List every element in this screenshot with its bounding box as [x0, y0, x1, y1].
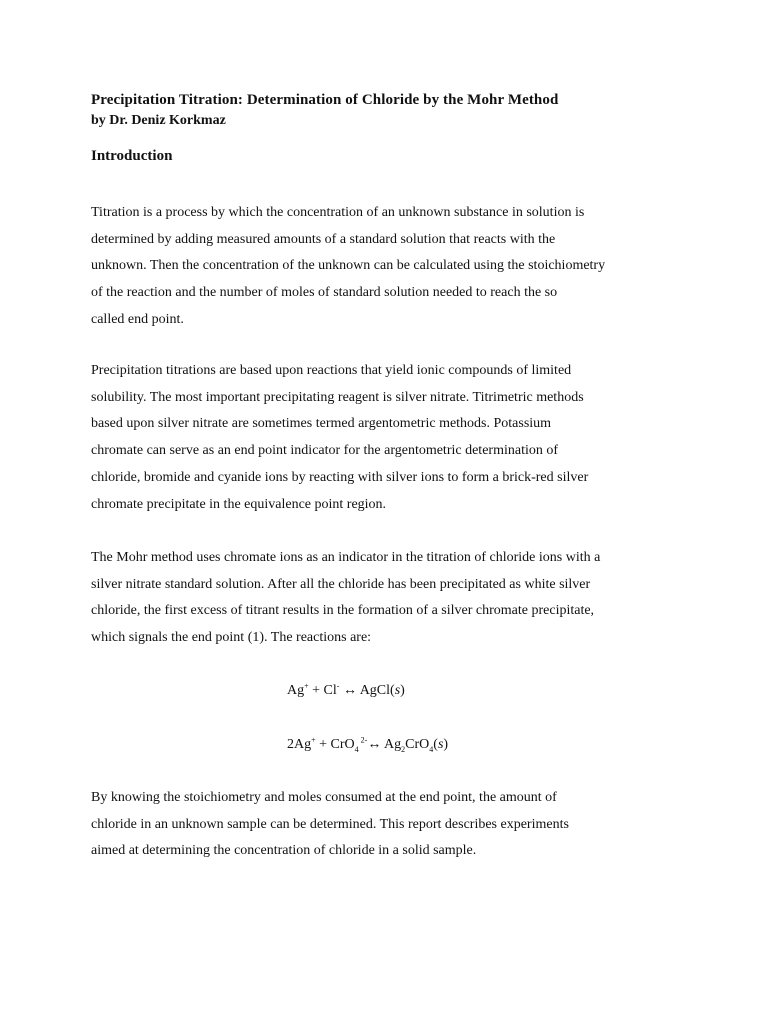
eq1-silver: Ag — [287, 683, 305, 698]
eq1-chloride-charge: - — [336, 681, 340, 691]
paragraph-line: chromate can serve as an end point indicator for the argentometric determination of — [91, 443, 559, 459]
paragraph-conclusion — [91, 785, 681, 865]
eq1-plus: + — [308, 683, 324, 698]
eq2-cro-subscript: 4 — [429, 744, 434, 754]
eq2-arrow: ↔ Ag — [367, 737, 402, 752]
eq1-arrow: ↔ — [339, 683, 360, 698]
eq2-chromate-charge: 2- — [360, 735, 368, 745]
paragraph-line: based upon silver nitrate are sometimes termed argentometric methods. Potassium — [91, 416, 552, 432]
eq2-lead: 2Ag — [287, 737, 312, 752]
paragraph-line: chloride, the first excess of titrant results in the formation of a silver chromate precipitate, — [91, 603, 595, 619]
eq1-state: s — [394, 683, 401, 698]
paragraph-line: unknown. Then the concentration of the unknown can be calculated using the stoichiometry — [91, 258, 606, 274]
eq2-plus: + CrO — [315, 737, 355, 752]
paragraph-line: determined by adding measured amounts of a standard solution that reacts with the — [91, 231, 556, 247]
paragraph-titration-definition — [91, 200, 681, 334]
section-heading-introduction: Introduction — [91, 148, 173, 164]
eq1-chloride: Cl — [323, 683, 337, 698]
eq1-close: ) — [400, 683, 405, 698]
eq1-product: AgCl( — [359, 683, 395, 698]
paragraph-line: Titration is a process by which the concentration of an unknown substance in solution is — [91, 205, 585, 220]
eq2-silver-charge: + — [311, 735, 316, 745]
paragraph-line: aimed at determining the concentration of chloride in a solid sample. — [91, 843, 477, 859]
eq1-silver-charge: + — [304, 681, 309, 691]
paragraph-precipitation-titrations — [91, 358, 681, 518]
document-author: by Dr. Deniz Korkmaz — [91, 113, 226, 128]
paragraph-line: Precipitation titrations are based upon reactions that yield ionic compounds of limited — [91, 363, 572, 378]
paragraph-line: which signals the end point (1). The reactions are: — [91, 630, 372, 646]
paragraph-line: The Mohr method uses chromate ions as an indicator in the titration of chloride ions with a — [91, 550, 601, 565]
paragraph-line: chromate precipitate in the equivalence point region. — [91, 496, 387, 512]
eq2-cro: CrO — [405, 737, 430, 752]
paragraph-line: chloride in an unknown sample can be determined. This report describes experiments — [91, 816, 569, 832]
eq2-state: s — [437, 737, 444, 752]
document-title: Precipitation Titration: Determination of Chloride by the Mohr Method — [91, 92, 559, 108]
paragraph-line: of the reaction and the number of moles of standard solution needed to reach the so — [91, 285, 558, 301]
eq2-close: ) — [443, 737, 449, 752]
equation-silver-chromate — [287, 737, 448, 753]
paragraph-line: silver nitrate standard solution. After all the chloride has been precipitated as white silver — [91, 576, 591, 592]
paragraph-line: By knowing the stoichiometry and moles consumed at the end point, the amount of — [91, 790, 557, 805]
eq2-chromate-subscript: 4 — [354, 744, 359, 754]
paragraph-line: chloride, bromide and cyanide ions by reacting with silver ions to form a brick-red silver — [91, 469, 589, 485]
equation-silver-chloride — [287, 683, 405, 699]
eq2-silver-subscript: 2 — [401, 744, 406, 754]
paragraph-mohr-method — [91, 545, 681, 652]
paragraph-line: solubility. The most important precipitating reagent is silver nitrate. Titrimetric methods — [91, 389, 584, 405]
paragraph-line: called end point. — [91, 311, 184, 327]
eq2-open: ( — [433, 737, 438, 752]
